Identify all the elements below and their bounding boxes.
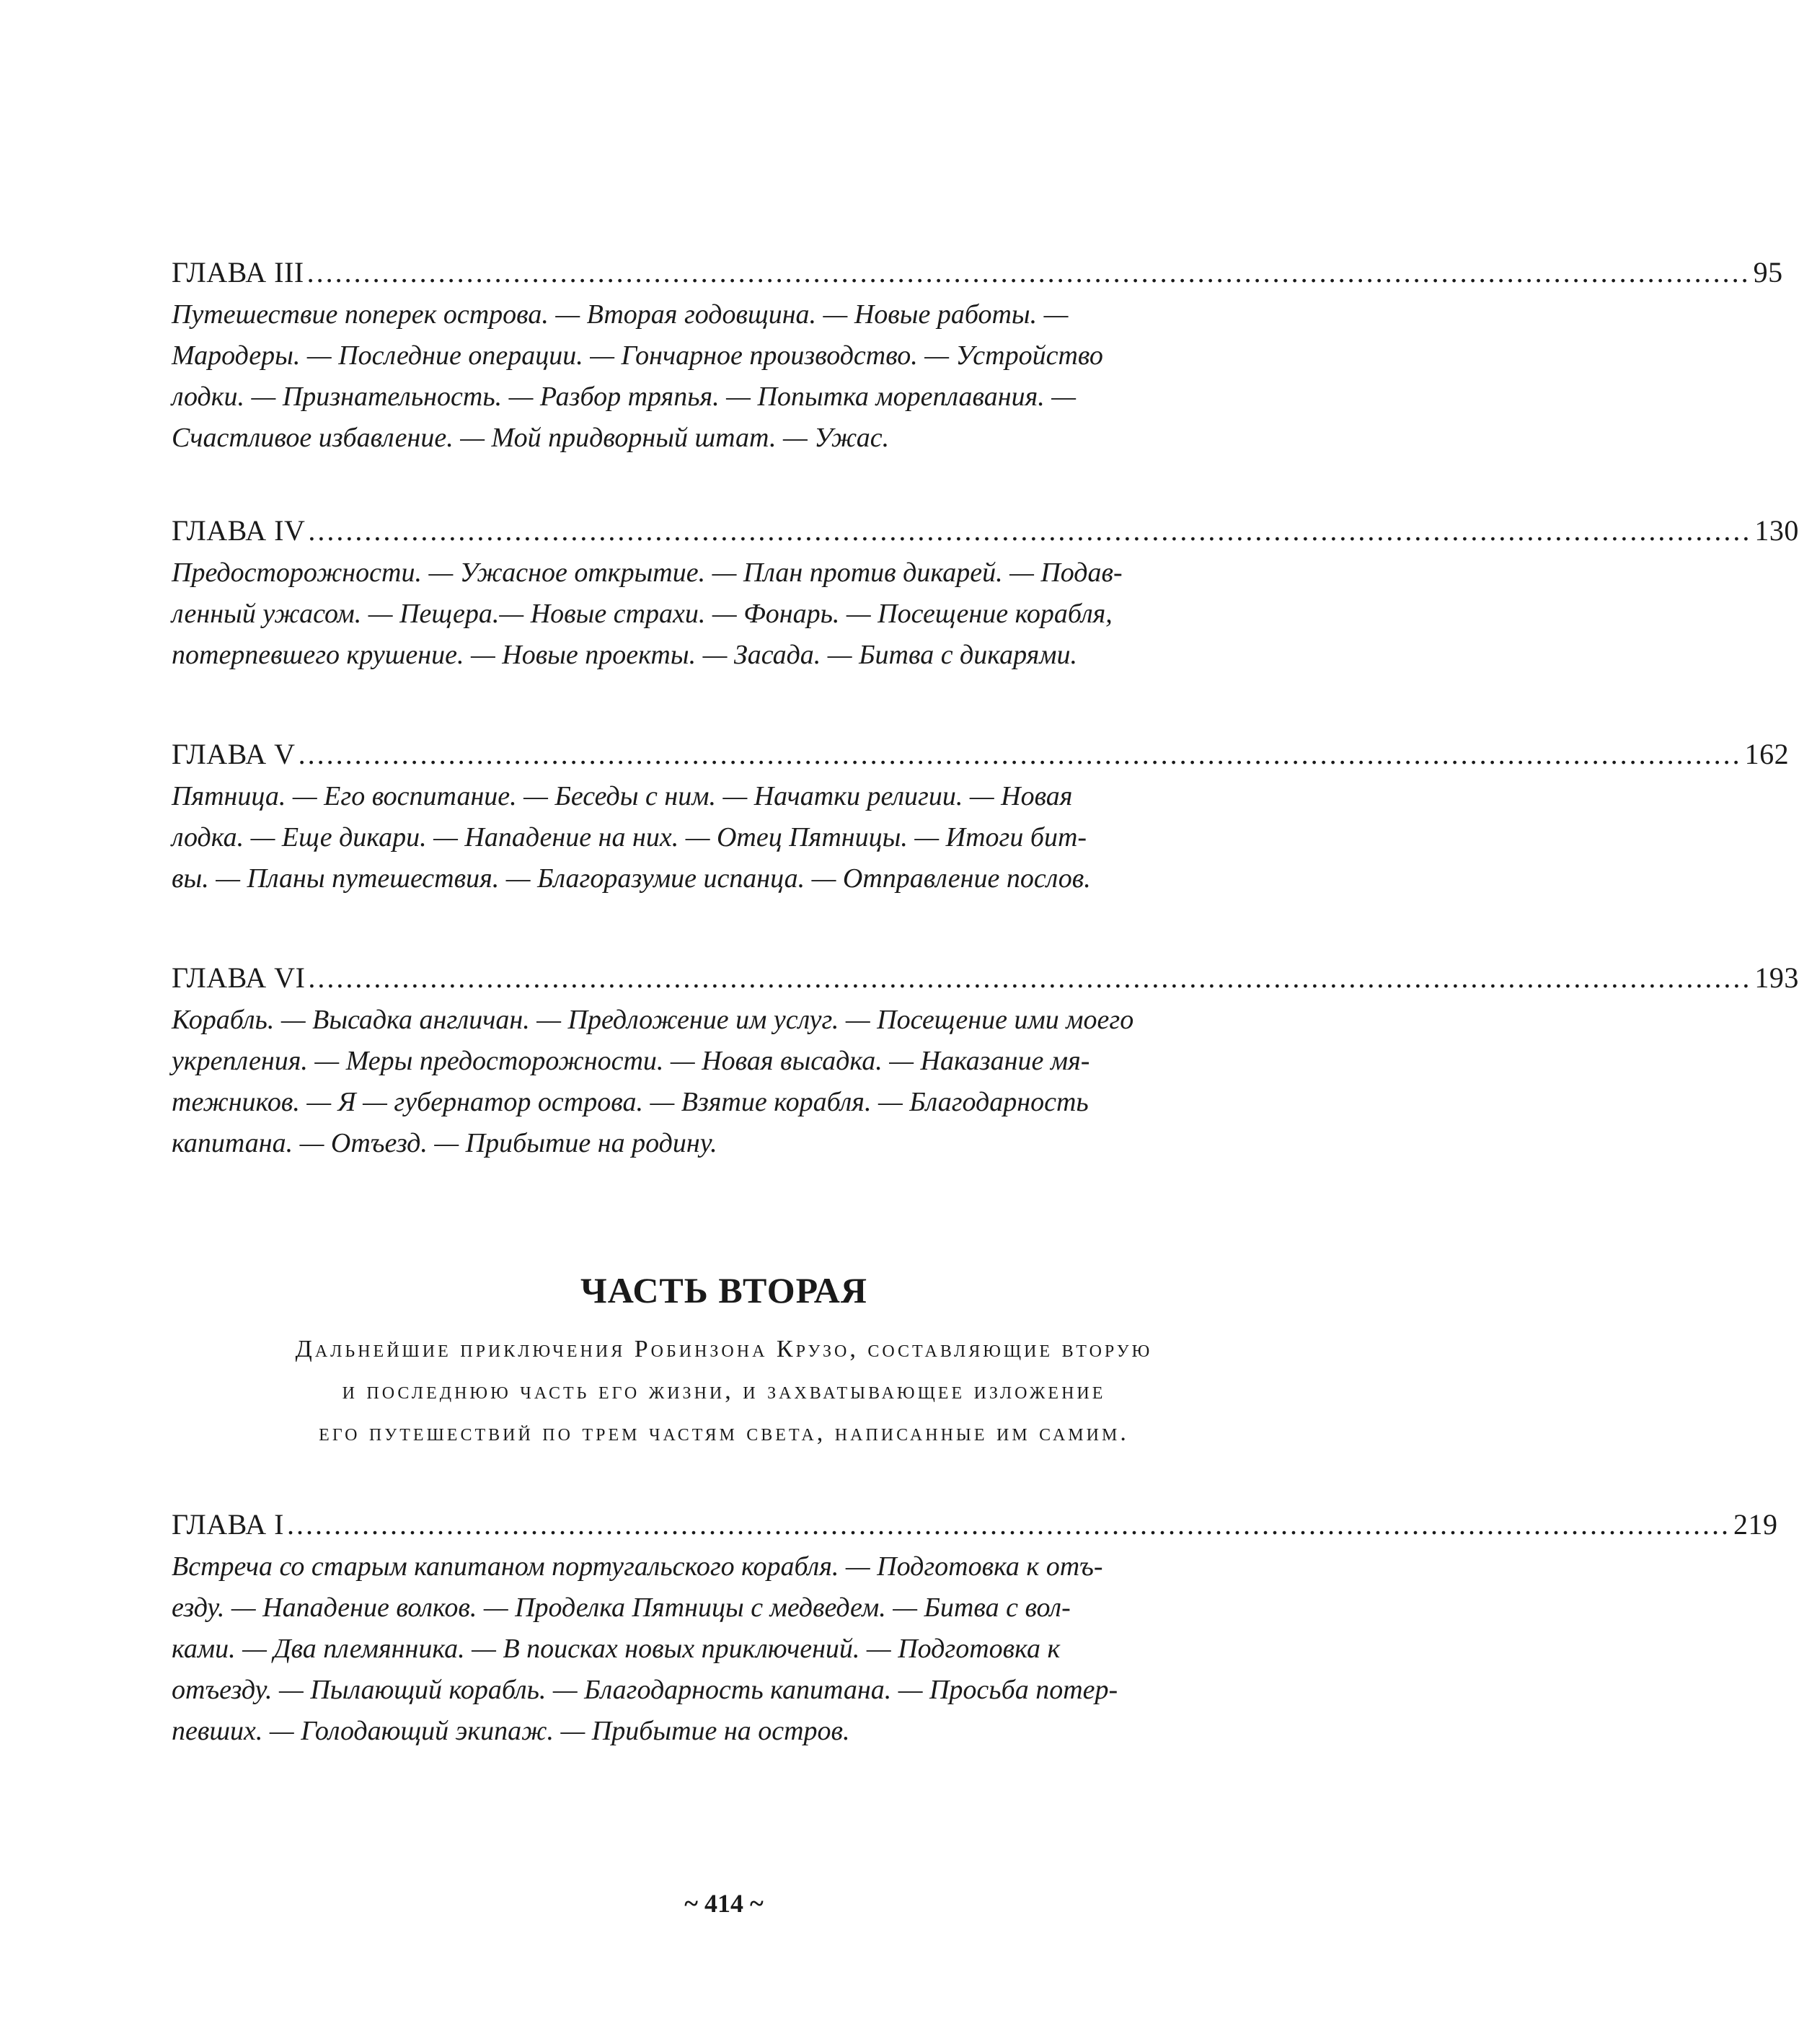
chapter-title: ГЛАВА V xyxy=(172,738,296,770)
toc-heading-line[interactable] xyxy=(172,254,1783,291)
toc-entry-part2-chapter-1 xyxy=(172,1506,1778,1752)
chapter-title: ГЛАВА IV xyxy=(172,514,306,547)
part-two-subtitle xyxy=(0,1329,1448,1454)
toc-entry-chapter-5 xyxy=(172,736,1790,899)
subtitle-line: Дальнейшие приключения Робинзона Крузо, составляющие вторую xyxy=(295,1336,1153,1362)
chapter-page-number: 219 xyxy=(1733,1508,1778,1541)
dot-leader: .......................................................................................................................................................... xyxy=(287,1508,1731,1541)
summary-line: тежников. — Я — губернатор острова. — Взятие корабля. — Благодарность xyxy=(172,1087,1089,1117)
toc-heading-line[interactable] xyxy=(172,736,1790,773)
subtitle-line: и последнюю часть его жизни, и захватывающее изложение xyxy=(342,1378,1106,1404)
summary-line: ленный ужасом. — Пещера.— Новые страхи. — Фонарь. — Посещение корабля, xyxy=(172,599,1113,629)
dot-leader: .......................................................................................................................................................... xyxy=(308,514,1752,547)
toc-heading-line[interactable] xyxy=(172,512,1799,550)
toc-heading-line[interactable] xyxy=(172,959,1799,997)
summary-line: езду. — Нападение волков. — Проделка Пятницы с медведем. — Битва с вол- xyxy=(172,1593,1071,1623)
summary-line: капитана. — Отъезд. — Прибытие на родину. xyxy=(172,1128,717,1158)
subtitle-line: его путешествий по трем частям света, написанные им самим. xyxy=(319,1419,1129,1446)
page-number: ~ 414 ~ xyxy=(684,1889,764,1918)
chapter-page-number: 162 xyxy=(1744,738,1790,770)
summary-line: укрепления. — Меры предосторожности. — Новая высадка. — Наказание мя- xyxy=(172,1046,1090,1076)
summary-line: потерпевшего крушение. — Новые проекты. — Засада. — Битва с дикарями. xyxy=(172,640,1078,670)
dot-leader: .......................................................................................................................................................... xyxy=(298,738,1742,770)
summary-line: Пятница. — Его воспитание. — Беседы с ним. — Начатки религии. — Новая xyxy=(172,781,1073,811)
chapter-summary xyxy=(172,1000,1291,1164)
dot-leader: .......................................................................................................................................................... xyxy=(308,961,1752,994)
summary-line: Корабль. — Высадка англичан. — Предложение им услуг. — Посещение ими моего xyxy=(172,1005,1134,1035)
chapter-summary xyxy=(172,294,1291,459)
summary-line: Мародеры. — Последние операции. — Гончарное производство. — Устройство xyxy=(172,340,1103,371)
chapter-title: ГЛАВА III xyxy=(172,256,304,288)
summary-line: лодки. — Признательность. — Разбор тряпья. — Попытка мореплавания. — xyxy=(172,382,1077,412)
chapter-title: ГЛАВА VI xyxy=(172,961,306,994)
dot-leader: .......................................................................................................................................................... xyxy=(306,256,1751,288)
chapter-title: ГЛАВА I xyxy=(172,1508,284,1541)
summary-line: Путешествие поперек острова. — Вторая годовщина. — Новые работы. — xyxy=(172,299,1069,330)
summary-line: отъезду. — Пылающий корабль. — Благодарность капитана. — Просьба потер- xyxy=(172,1675,1118,1705)
toc-heading-line[interactable] xyxy=(172,1506,1778,1543)
summary-line: вы. — Планы путешествия. — Благоразумие испанца. — Отправление послов. xyxy=(172,863,1091,894)
toc-entry-chapter-3 xyxy=(172,254,1783,459)
chapter-page-number: 130 xyxy=(1754,514,1799,547)
chapter-summary xyxy=(172,552,1291,676)
chapter-summary xyxy=(172,776,1291,899)
summary-line: Встреча со старым капитаном португальского корабля. — Подготовка к отъ- xyxy=(172,1551,1103,1582)
chapter-page-number: 193 xyxy=(1754,961,1799,994)
part-two-title: ЧАСТЬ ВТОРАЯ xyxy=(580,1270,867,1310)
toc-entry-chapter-6 xyxy=(172,959,1799,1164)
chapter-page-number: 95 xyxy=(1753,256,1783,288)
chapter-summary xyxy=(172,1546,1291,1752)
summary-line: ками. — Два племянника. — В поисках новых приключений. — Подготовка к xyxy=(172,1634,1061,1664)
summary-line: Предосторожности. — Ужасное открытие. — План против дикарей. — Подав- xyxy=(172,558,1123,588)
summary-line: Счастливое избавление. — Мой придворный штат. — Ужас. xyxy=(172,423,890,453)
summary-line: певших. — Голодающий экипаж. — Прибытие на остров. xyxy=(172,1716,850,1746)
summary-line: лодка. — Еще дикари. — Нападение на них. — Отец Пятницы. — Итоги бит- xyxy=(172,822,1087,853)
toc-entry-chapter-4 xyxy=(172,512,1799,676)
